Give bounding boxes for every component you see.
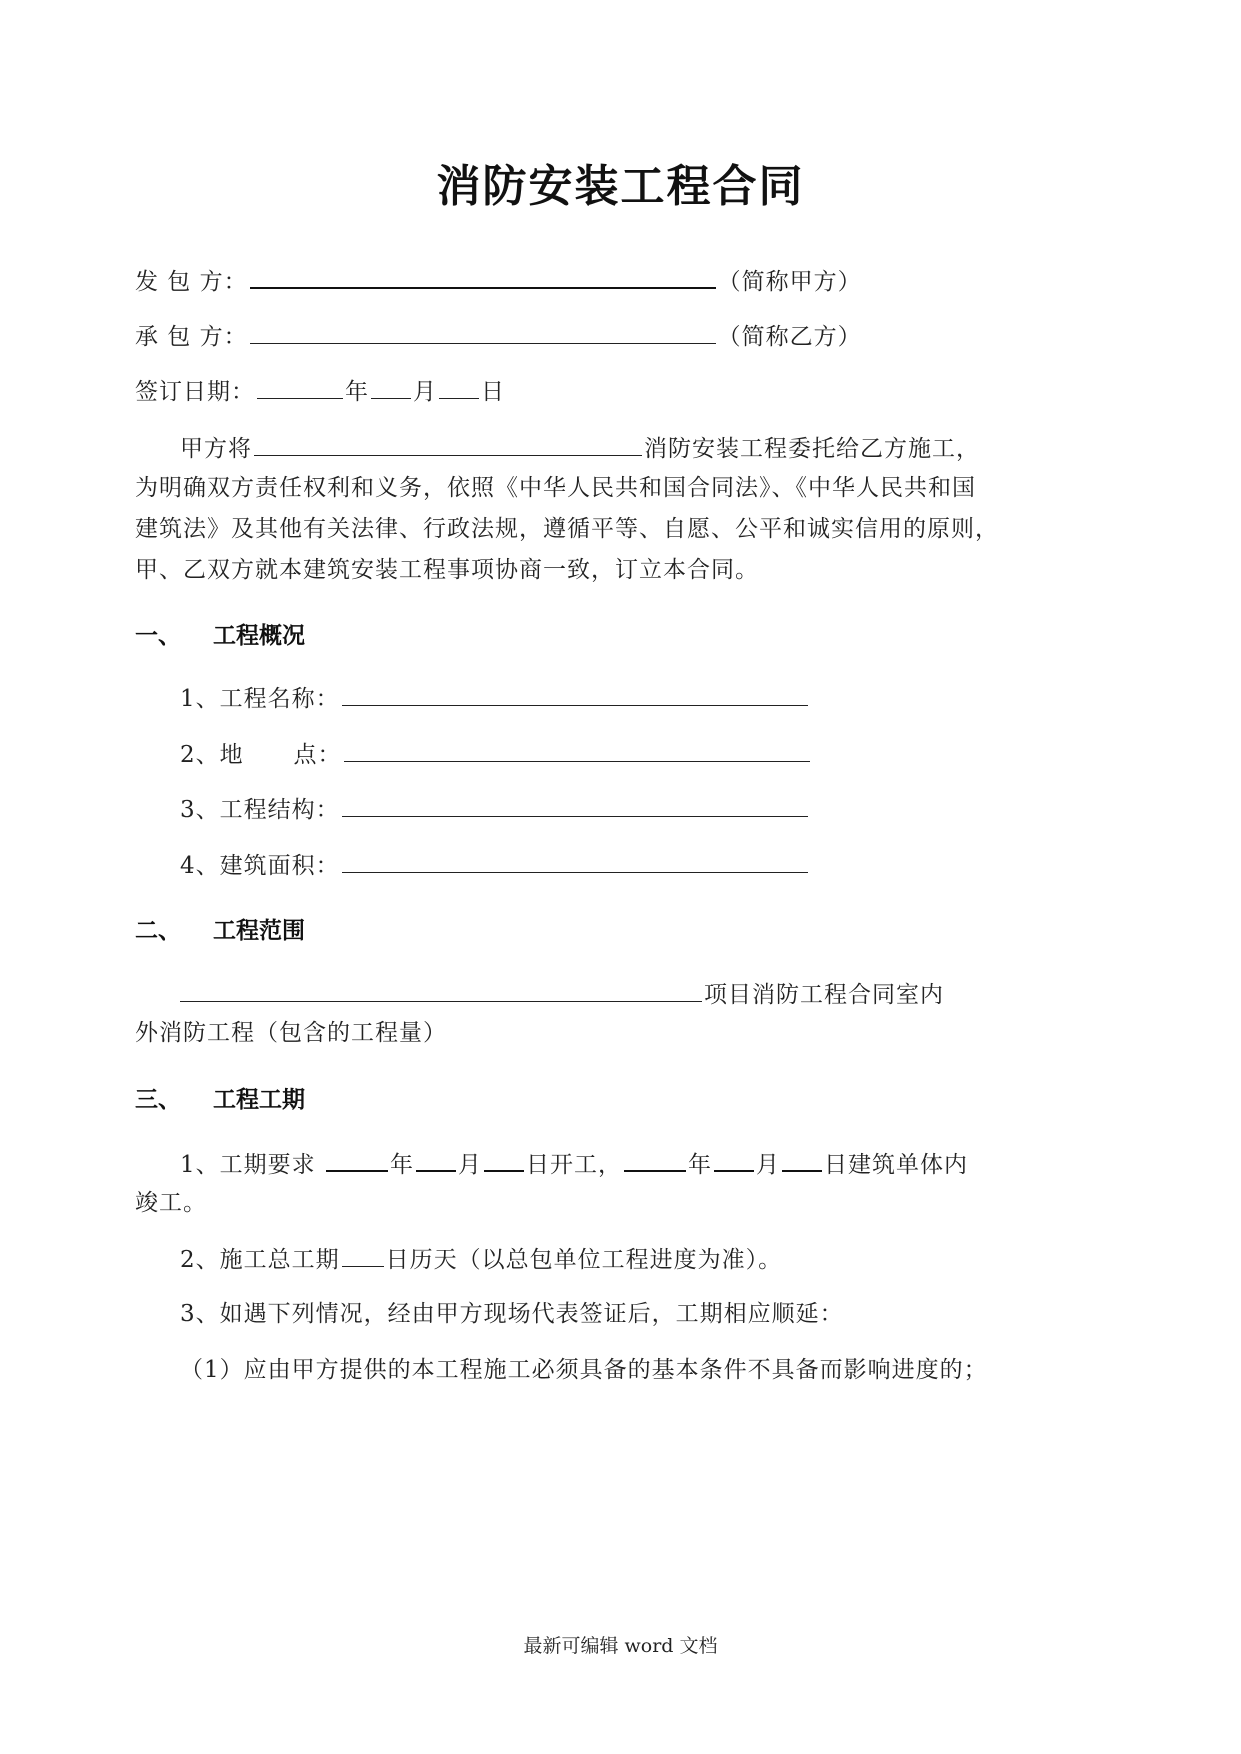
end-month-unit: 月 — [755, 1152, 780, 1178]
project-name-row — [180, 681, 810, 715]
scope-project-blank[interactable] — [180, 977, 702, 1002]
contractor-label: 承 包 方： — [135, 324, 248, 350]
contractor-row — [135, 319, 862, 353]
year-label: 年 — [345, 379, 369, 405]
document-title: 消防安装工程合同 — [436, 161, 805, 212]
start-year-unit: 年 — [389, 1152, 414, 1178]
intro-prefix: 甲方将 — [180, 436, 252, 462]
area-label: 4、建筑面积： — [180, 853, 340, 879]
sign-month-blank[interactable] — [371, 374, 411, 399]
area-row — [180, 848, 810, 882]
end-day-blank[interactable] — [782, 1146, 822, 1172]
scope-line-2: 外消防工程（包含的工程量） — [135, 1020, 447, 1046]
start-suffix: 日开工， — [525, 1152, 622, 1178]
location-label: 2、地 点： — [180, 742, 342, 768]
project-name-field[interactable] — [342, 681, 808, 706]
sign-year-blank[interactable] — [257, 374, 343, 399]
start-day-blank[interactable] — [484, 1146, 524, 1172]
contractor-suffix: （简称乙方） — [717, 324, 862, 350]
intro-line-3: 建筑法》及其他有关法律、行政法规，遵循平等、自愿、公平和诚实信用的原则， — [135, 516, 999, 542]
scope-line-1 — [178, 977, 944, 1011]
start-month-unit: 月 — [457, 1152, 482, 1178]
project-name-label: 1、工程名称： — [180, 686, 340, 712]
intro-line-4: 甲、乙双方就本建筑安装工程事项协商一致，订立本合同。 — [135, 557, 759, 583]
sign-date-row — [135, 374, 505, 408]
section-1-heading: 工程概况 — [213, 622, 305, 649]
total-period-suffix: 日历天（以总包单位工程进度为准）。 — [385, 1247, 783, 1273]
structure-field[interactable] — [342, 792, 808, 817]
intro-line-1 — [180, 431, 980, 465]
intro-line-2: 为明确双方责任权利和义务，依照《中华人民共和国合同法》、《中华人民共和国 — [135, 475, 976, 501]
total-days-blank[interactable] — [342, 1242, 384, 1267]
contractor-blank[interactable] — [250, 319, 716, 344]
end-year-unit: 年 — [687, 1152, 712, 1178]
location-row — [180, 737, 812, 771]
intro-suffix: 消防安装工程委托给乙方施工， — [644, 436, 980, 462]
page-footer: 最新可编辑 word 文档 — [523, 1635, 718, 1657]
employer-suffix: （简称甲方） — [717, 269, 862, 295]
area-field[interactable] — [342, 848, 808, 873]
period-item-3-1: （1）应由甲方提供的本工程施工必须具备的基本条件不具备而影响进度的； — [180, 1357, 988, 1383]
section-2-heading: 工程范围 — [213, 917, 305, 944]
employer-label: 发 包 方： — [135, 269, 248, 295]
section-1-number: 一、 — [135, 622, 181, 649]
employer-blank[interactable] — [250, 263, 716, 289]
start-month-blank[interactable] — [416, 1146, 456, 1172]
location-field[interactable] — [344, 737, 810, 762]
month-label: 月 — [413, 379, 437, 405]
sign-day-blank[interactable] — [439, 374, 479, 399]
structure-label: 3、工程结构： — [180, 797, 340, 823]
section-2-number: 二、 — [135, 917, 181, 944]
day-label: 日 — [481, 379, 505, 405]
period-item-1-line-2: 竣工。 — [135, 1190, 207, 1216]
period-item-2 — [180, 1242, 782, 1276]
period-item-3: 3、如遇下列情况，经由甲方现场代表签证后，工期相应顺延： — [180, 1301, 844, 1327]
sign-date-label: 签订日期： — [135, 379, 255, 405]
section-3-number: 三、 — [135, 1086, 181, 1113]
employer-row — [135, 263, 862, 298]
period-req-label: 1、工期要求 — [180, 1152, 316, 1178]
structure-row — [180, 792, 810, 826]
end-suffix: 日建筑单体内 — [823, 1152, 968, 1178]
total-period-label: 2、施工总工期 — [180, 1247, 340, 1273]
end-month-blank[interactable] — [714, 1146, 754, 1172]
period-item-1 — [180, 1146, 968, 1181]
start-year-blank[interactable] — [326, 1146, 388, 1172]
project-name-blank[interactable] — [254, 431, 642, 456]
section-3-heading: 工程工期 — [213, 1086, 305, 1113]
scope-suffix: 项目消防工程合同室内 — [704, 982, 944, 1008]
end-year-blank[interactable] — [624, 1146, 686, 1172]
